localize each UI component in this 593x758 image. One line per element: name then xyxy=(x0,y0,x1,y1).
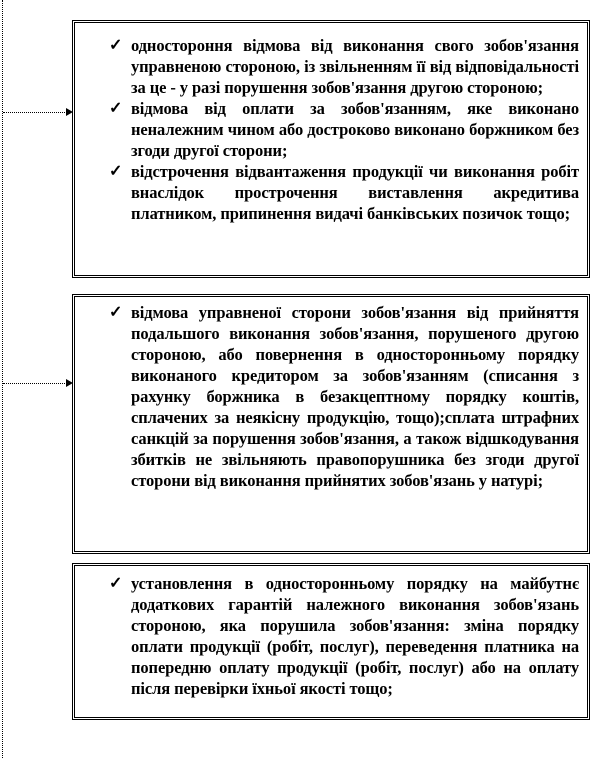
vertical-connector-line xyxy=(2,0,3,758)
list-item xyxy=(109,35,579,98)
measures-block-3 xyxy=(72,563,590,720)
list-item xyxy=(109,573,579,699)
check-mark-icon: ✓ xyxy=(109,163,123,180)
list-item-text: відмова управненої сторони зобов'язання від прийняття подальшого виконання зобов'язання, порушеного другою стороною, або повернення в односторонньому порядку виконаного кредитором за зобов'язанням (списання з рахунку боржника в безакцептному порядку коштів, сплачених за неякісну продукцію, тощо);сплата штрафних санкцій за порушення зобов'язання, а також відшкодування збитків не звільняють правопорушника без згоди другої сторони від виконання прийнятих зобов'язань у натурі; xyxy=(131,303,579,490)
list-item xyxy=(109,302,579,491)
measures-block-1 xyxy=(72,20,590,278)
connector-line-1 xyxy=(3,112,67,113)
list-item-text: відмова від оплати за зобов'язанням, яке виконано неналежним чином або достроково виконано боржником без згоди другої сторони; xyxy=(131,99,579,160)
check-mark-icon: ✓ xyxy=(109,304,123,321)
measures-list xyxy=(75,297,587,491)
measures-list xyxy=(75,23,587,224)
list-item-text: установлення в односторонньому порядку на майбутнє додаткових гарантій належного виконання зобов'язань стороною, яка порушила зобов'язання: зміна порядку оплати продукції (робіт, послуг), переведення платника на попередню оплату продукції (робіт, послуг) або на оплату після перевірки їхньої якості тощо; xyxy=(131,574,579,698)
list-item-text: одностороння відмова від виконання свого зобов'язання управненою стороною, із звільненням її від відповідальності за це - у разі порушення зобов'язання другою стороною; xyxy=(131,36,579,97)
check-mark-icon: ✓ xyxy=(109,100,123,117)
connector-line-2 xyxy=(3,383,67,384)
measures-list xyxy=(75,566,587,699)
measures-block-2 xyxy=(72,294,590,554)
list-item xyxy=(109,98,579,161)
check-mark-icon: ✓ xyxy=(109,575,123,592)
list-item xyxy=(109,161,579,224)
check-mark-icon: ✓ xyxy=(109,37,123,54)
list-item-text: відстрочення відвантаження продукції чи виконання робіт внаслідок прострочення виставлення акредитива платником, припинення видачі банківських позичок тощо; xyxy=(131,162,579,223)
